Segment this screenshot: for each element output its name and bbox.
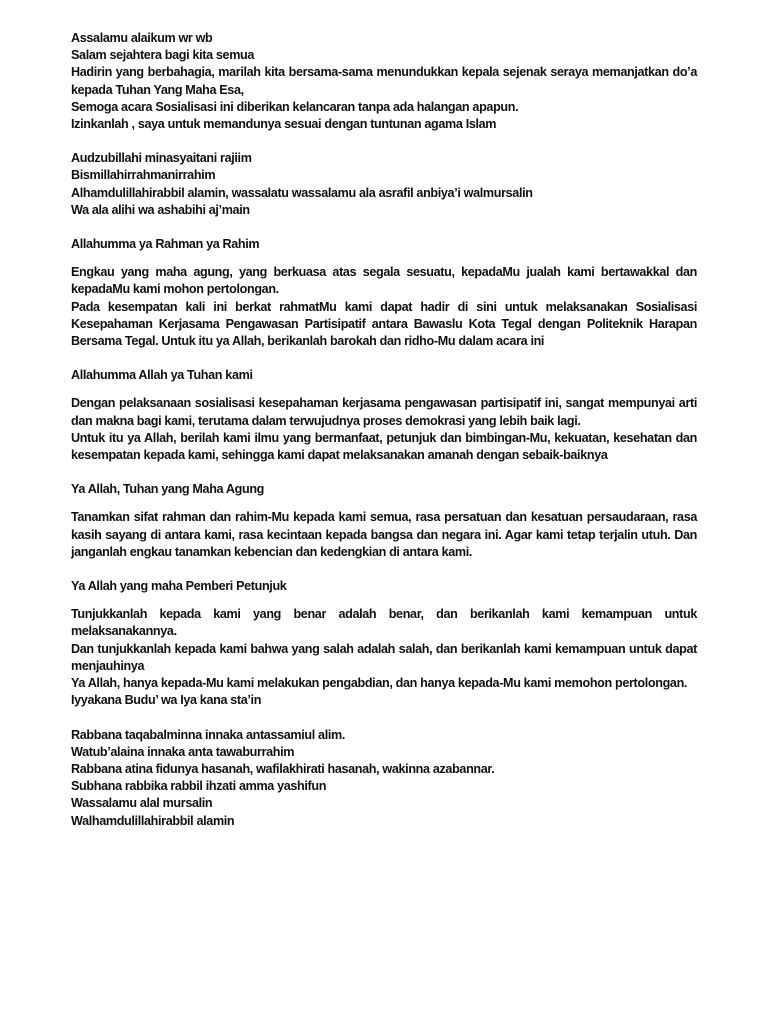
closing-line: Rabbana taqabalminna innaka antassamiul alim. (71, 727, 345, 742)
closing-line: Subhana rabbika rabbil ihzati amma yashifun (71, 779, 327, 794)
section-body (71, 395, 697, 464)
document-page (71, 30, 697, 847)
closing-paragraph (71, 727, 697, 830)
body-paragraph: Engkau yang maha agung, yang berkuasa atas segala sesuatu, kepadaMu jualah kami bertawakkal dan kepadaMu kami mohon pertolongan. (71, 265, 697, 297)
body-line: Hadirin yang berbahagia, marilah kita bersama-sama menundukkan kepala sejenak seraya memanjatkan do’a kepada Tuhan Yang Maha Esa, (71, 65, 697, 97)
body-paragraph: Tanamkan sifat rahman dan rahim-Mu kepada kami semua, rasa persatuan dan kesatuan persaudaraan, rasa kasih sayang di antara kami, rasa kecintaan kepada bangsa dan negara ini. Agar kami tetap terjalin utuh. Dan janganlah engkau tanamkan kebencian dan kedengkian di antara kami. (71, 510, 697, 559)
body-paragraph: Untuk itu ya Allah, berilah kami ilmu yang bermanfaat, petunjuk dan bimbingan-Mu, kekuatan, kesehatan dan kesempatan kepada kami, sehingga kami dapat melaksanakan amanah dengan sebaik-baiknya (71, 430, 697, 463)
body-paragraph: Iyyakana Budu’ wa Iya kana sta’in (71, 693, 262, 708)
closing-line: Watub’alaina innaka anta tawaburrahim (71, 744, 295, 759)
greeting-line: Salam sejahtera bagi kita semua (71, 48, 255, 63)
greeting-line: Assalamu alaikum wr wb (71, 31, 213, 45)
section-body (71, 509, 697, 561)
body-paragraph: Tunjukkanlah kepada kami yang benar adalah benar, dan berikanlah kami kemampuan untuk melaksanakannya. (71, 607, 697, 639)
body-line: Semoga acara Sosialisasi ini diberikan kelancaran tanpa ada halangan apapun. (71, 99, 519, 114)
body-paragraph: Dengan pelaksanaan sosialisasi kesepahaman kerjasama pengawasan partisipatif ini, sangat mempunyai arti dan makna bagi kami, terutama dalam terwujudnya proses demokrasi yang lebih baik lagi. (71, 396, 697, 428)
body-paragraph: Ya Allah, hanya kepada-Mu kami melakukan pengabdian, dan hanya kepada-Mu kami memohon pertolongan. (71, 676, 688, 691)
closing-line: Wassalamu alal mursalin (71, 796, 213, 811)
body-line: Izinkanlah , saya untuk memandunya sesuai dengan tuntunan agama Islam (71, 117, 497, 132)
body-paragraph: Pada kesempatan kali ini berkat rahmatMu kami dapat hadir di sini untuk melaksanakan Sosialisasi Kesepahaman Kerjasama Pengawasan Partisipatif antara Bawaslu Kota Tegal dengan Politeknik Harapan Bersama Tegal. Untuk itu ya Allah, berikanlah barokah dan ridho-Mu dalam acara ini (71, 299, 697, 349)
invocation-paragraph (71, 150, 697, 219)
invocation-line: Audzubillahi minasyaitani rajiim (71, 151, 252, 166)
section-heading: Ya Allah, Tuhan yang Maha Agung (71, 482, 264, 497)
closing-line: Rabbana atina fidunya hasanah, wafilakhirati hasanah, wakinna azabannar. (71, 761, 495, 776)
opening-paragraph (71, 30, 697, 133)
body-paragraph: Dan tunjukkanlah kepada kami bahwa yang salah adalah salah, dan berikanlah kami kemampuan untuk dapat menjauhinya (71, 641, 697, 673)
invocation-line: Bismillahirrahmanirrahim (71, 168, 216, 183)
section-body (71, 264, 697, 350)
section-heading: Ya Allah yang maha Pemberi Petunjuk (71, 579, 287, 594)
section-body (71, 606, 697, 709)
section-heading: Allahumma Allah ya Tuhan kami (71, 368, 253, 383)
closing-line: Walhamdulillahirabbil alamin (71, 813, 235, 828)
invocation-line: Alhamdulillahirabbil alamin, wassalatu wassalamu ala asrafil anbiya’i walmursalin (71, 185, 533, 200)
section-heading: Allahumma ya Rahman ya Rahim (71, 237, 260, 252)
invocation-line: Wa ala alihi wa ashabihi aj’main (71, 202, 250, 217)
